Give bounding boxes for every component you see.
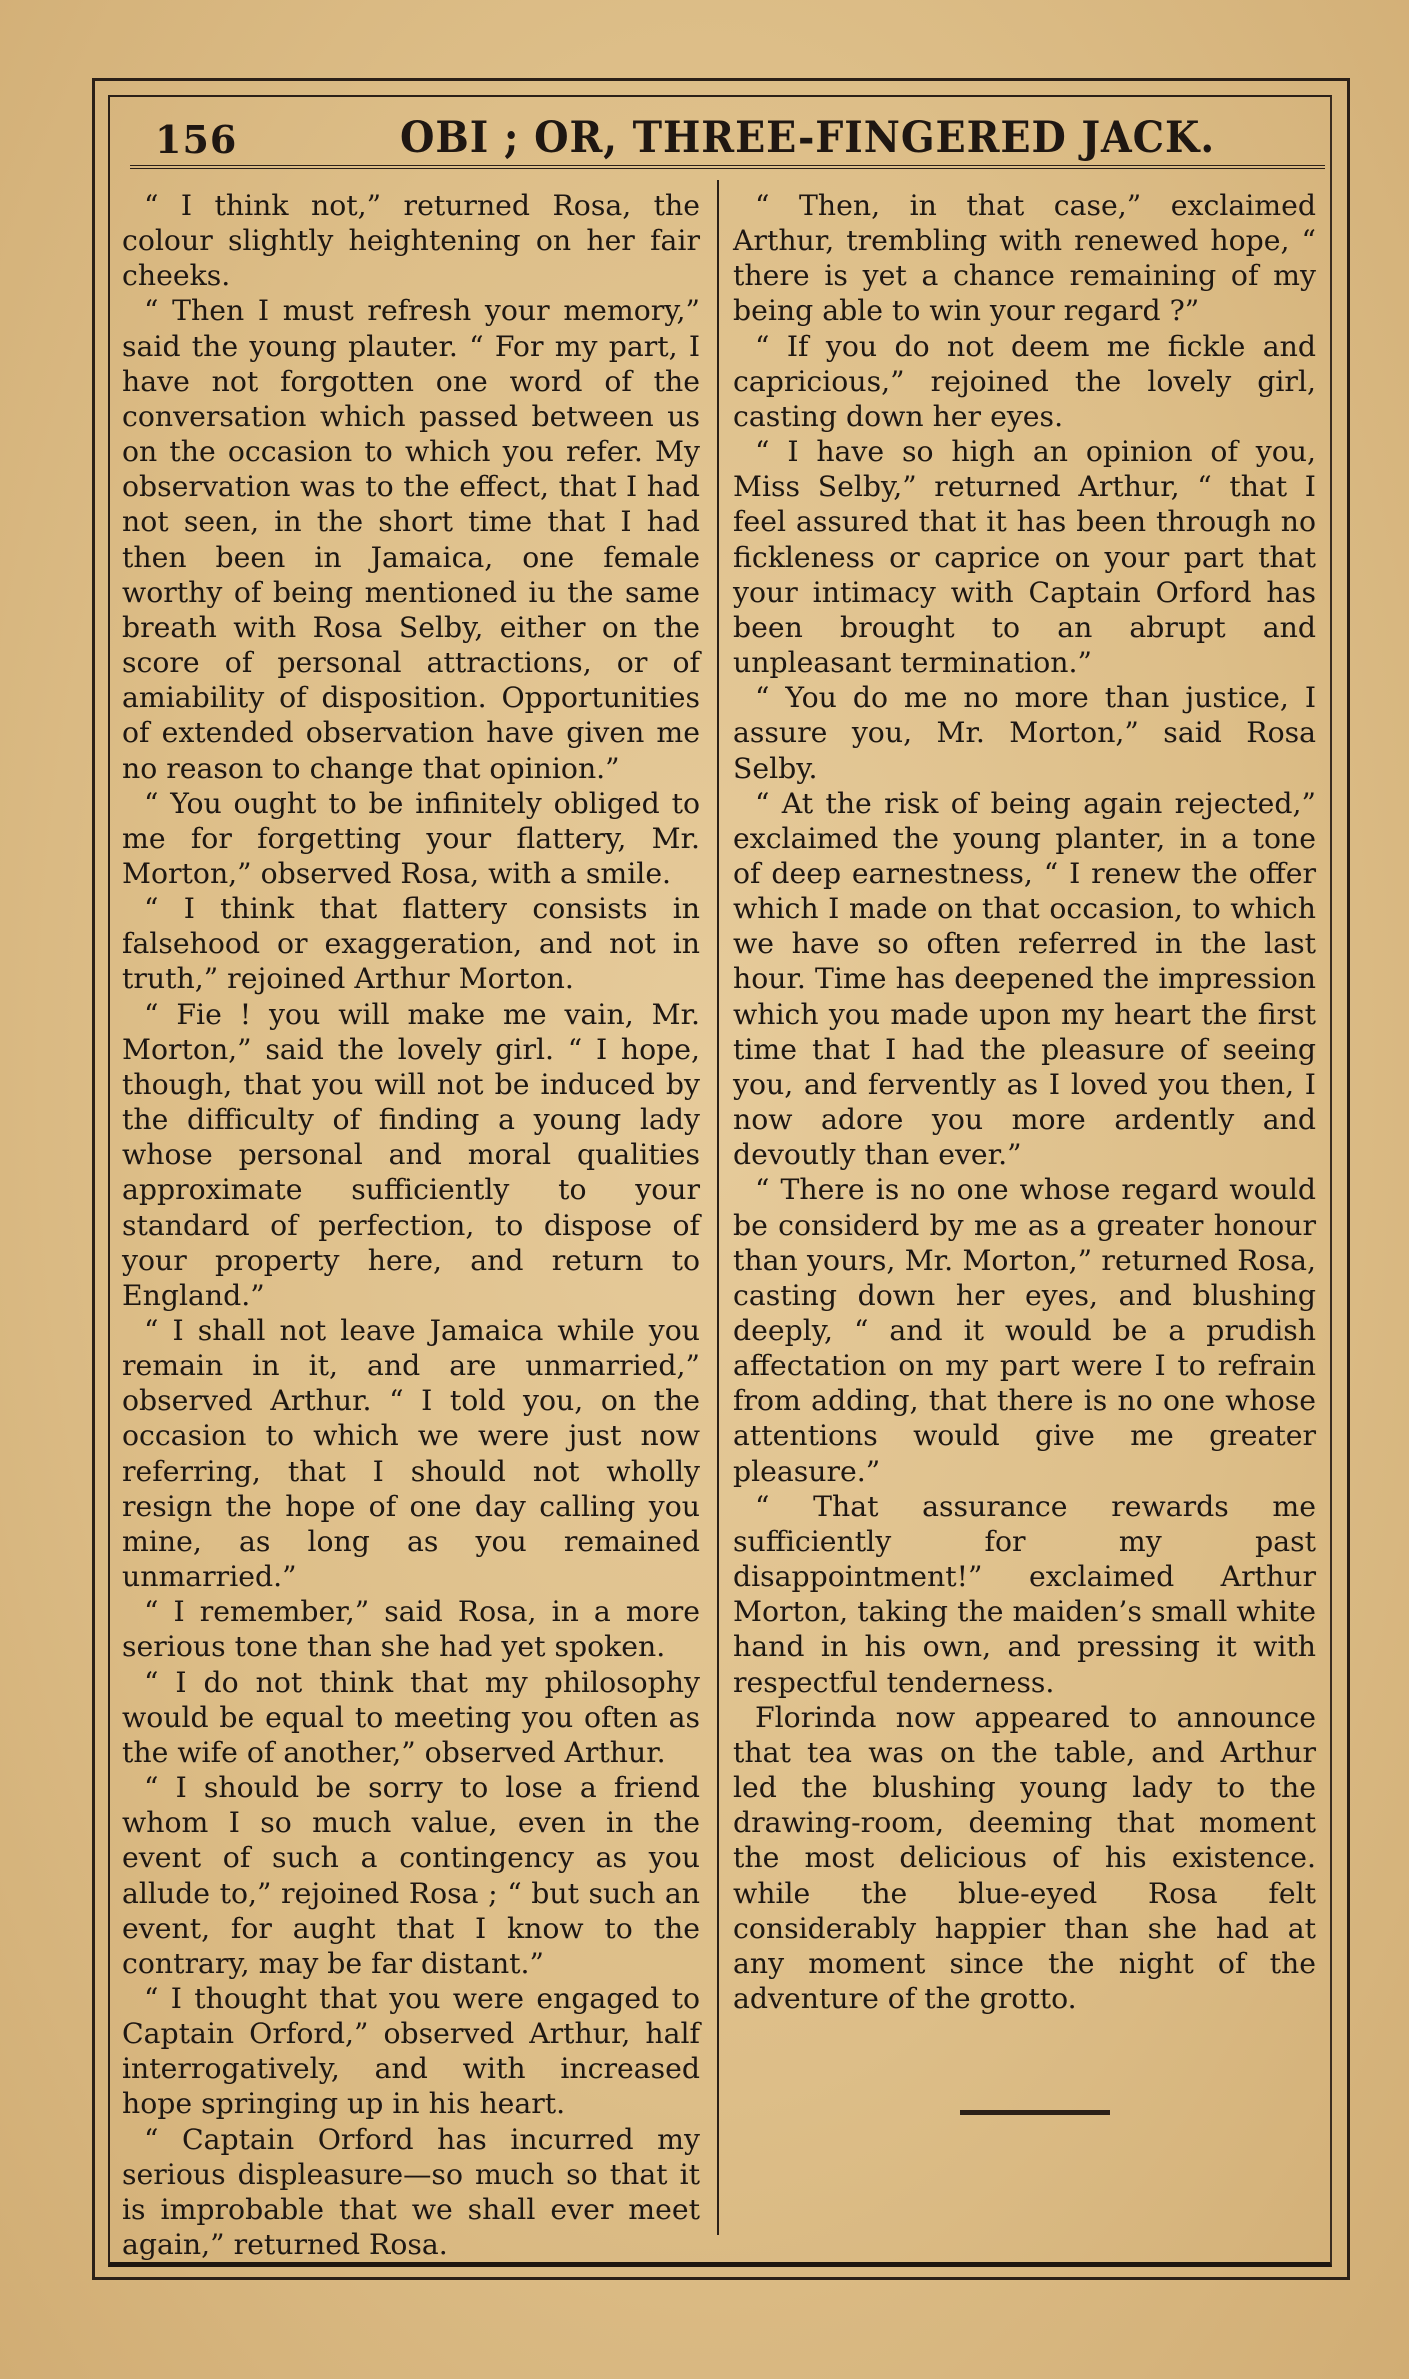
column-divider bbox=[717, 180, 719, 2235]
paragraph: “ Fie ! you will make me vain, Mr. Morton,” said the lovely girl. “ I hope, though, that you will not be induced by the difficulty of finding a young lady whose personal and moral qualities approximate sufficiently to your standard of perfection, to dispose of your property here, and return to England.” bbox=[122, 997, 700, 1312]
paragraph: “ You do me no more than justice, I assure you, Mr. Morton,” said Rosa Selby. bbox=[733, 681, 1316, 785]
running-title: OBI ; OR, THREE-FINGERED JACK. bbox=[400, 113, 1216, 163]
paragraph: “ I think that flattery consists in falsehood or exaggeration, and not in truth,” rejoined Arthur Morton. bbox=[122, 892, 700, 996]
paragraph: “ Then I must refresh your memory,” said the young plauter. “ For my part, I have not forgotten one word of the conversation which passed between us on the occasion to which you refer. My observation was to the effect, that I had not seen, in the short time that I had then been in Jamaica, one female worthy of being mentioned iu the same breath with Rosa Selby, either on the score of personal attractions, or of amiability of disposition. Opportunities of extended observation have given me no reason to change that opinion.” bbox=[122, 294, 700, 785]
page-number: 156 bbox=[155, 117, 238, 162]
right-column bbox=[733, 188, 1316, 2016]
paragraph: Florinda now appeared to announce that tea was on the table, and Arthur led the blushing young lady to the drawing-room, deeming that moment the most delicious of his existence. while the blue-eyed Rosa felt considerably happier than she had at any moment since the night of the adventure of the grotto. bbox=[733, 1700, 1316, 2015]
paragraph: “ I have so high an opinion of you, Miss Selby,” returned Arthur, “ that I feel assured that it has been through no fickleness or caprice on your part that your intimacy with Captain Orford has been brought to an abrupt and unpleasant termination.” bbox=[733, 435, 1316, 680]
paragraph: “ If you do not deem me fickle and capricious,” rejoined the lovely girl, casting down her eyes. bbox=[733, 329, 1316, 433]
paragraph: “ I remember,” said Rosa, in a more serious tone than she had yet spoken. bbox=[122, 1595, 700, 1664]
paragraph: “ I think not,” returned Rosa, the colour slightly heightening on her fair cheeks. bbox=[122, 189, 700, 293]
end-rule bbox=[960, 2110, 1110, 2115]
paragraph: “ Captain Orford has incurred my serious displeasure—so much so that it is improbable that we shall ever meet again,” returned Rosa. bbox=[122, 2122, 700, 2262]
paragraph: “ I do not think that my philosophy would be equal to meeting you often as the wife of another,” observed Arthur. bbox=[122, 1665, 700, 1769]
left-column bbox=[122, 188, 700, 2262]
page-header bbox=[120, 105, 1320, 170]
header-rule bbox=[130, 165, 1325, 169]
paragraph: “ Then, in that case,” exclaimed Arthur, trembling with renewed hope, “ there is yet a chance remaining of my being able to win your regard ?” bbox=[733, 189, 1316, 328]
paragraph: “ That assurance rewards me sufficiently for my past disappointment!” exclaimed Arthur Morton, taking the maiden’s small white hand in his own, and pressing it with respectful tenderness. bbox=[733, 1489, 1316, 1699]
paragraph: “ You ought to be infinitely obliged to me for forgetting your flattery, Mr. Morton,” observed Rosa, with a smile. bbox=[122, 786, 700, 890]
paragraph: “ I shall not leave Jamaica while you remain in it, and are unmarried,” observed Arthur. “ I told you, on the occasion to which we were just now referring, that I should not wholly resign the hope of one day calling you mine, as long as you remained unmarried.” bbox=[122, 1314, 700, 1594]
paragraph: “ I thought that you were engaged to Captain Orford,” observed Arthur, half interrogatively, and with increased hope springing up in his heart. bbox=[122, 1981, 700, 2121]
paragraph: “ At the risk of being again rejected,” exclaimed the young planter, in a tone of deep earnestness, “ I renew the offer which I made on that occasion, to which we have so often referred in the last hour. Time has deepened the impression which you made upon my heart the first time that I had the pleasure of seeing you, and fervently as I loved you then, I now adore you more ardently and devoutly than ever.” bbox=[733, 786, 1316, 1172]
paragraph: “ I should be sorry to lose a friend whom I so much value, even in the event of such a contingency as you allude to,” rejoined Rosa ; “ but such an event, for aught that I know to the contrary, may be far distant.” bbox=[122, 1771, 700, 1980]
paragraph: “ There is no one whose regard would be considerd by me as a greater honour than yours, Mr. Morton,” returned Rosa, casting down her eyes, and blushing deeply, “ and it would be a prudish affectation on my part were I to refrain from adding, that there is no one whose attentions would give me greater pleasure.” bbox=[733, 1173, 1316, 1488]
